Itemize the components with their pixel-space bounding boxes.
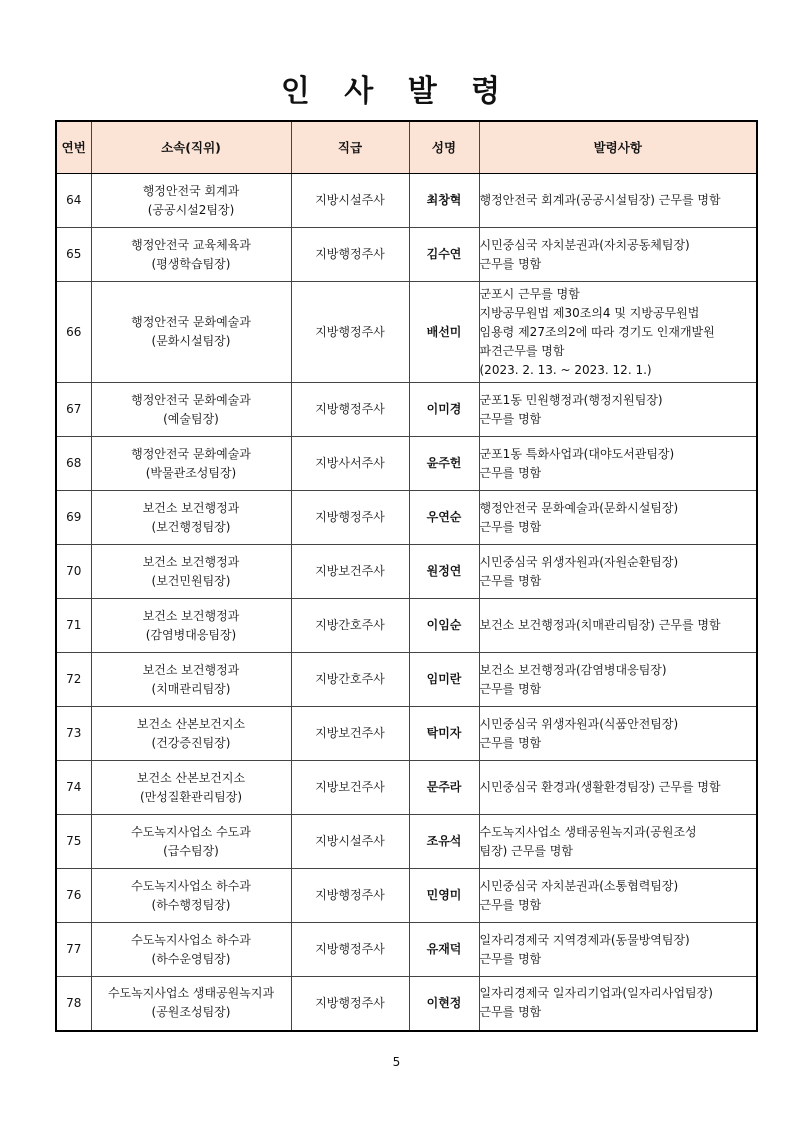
row-number: 78 <box>56 977 91 1031</box>
row-name: 배선미 <box>409 282 479 383</box>
table-row <box>56 977 757 1031</box>
row-grade: 지방사서주사 <box>291 437 409 491</box>
row-name: 최창혁 <box>409 174 479 228</box>
row-department: 수도녹지사업소 하수과 (하수행정팀장) <box>91 869 291 923</box>
row-grade: 지방보건주사 <box>291 545 409 599</box>
row-department: 보건소 보건행정과 (감염병대응팀장) <box>91 599 291 653</box>
table-row <box>56 545 757 599</box>
row-grade: 지방시설주사 <box>291 815 409 869</box>
row-order: 수도녹지사업소 생태공원녹지과(공원조성 팀장) 근무를 명함 <box>479 815 757 869</box>
row-department: 보건소 보건행정과 (보건민원팀장) <box>91 545 291 599</box>
table-row <box>56 653 757 707</box>
row-order: 행정안전국 문화예술과(문화시설팀장) 근무를 명함 <box>479 491 757 545</box>
page-number: 5 <box>392 1055 401 1069</box>
row-grade: 지방보건주사 <box>291 707 409 761</box>
row-grade: 지방보건주사 <box>291 761 409 815</box>
row-order: 군포1동 특화사업과(대야도서관팀장) 근무를 명함 <box>479 437 757 491</box>
row-number: 74 <box>56 761 91 815</box>
row-number: 65 <box>56 228 91 282</box>
row-number: 75 <box>56 815 91 869</box>
row-name: 우연순 <box>409 491 479 545</box>
row-order: 군포1동 민원행정과(행정지원팀장) 근무를 명함 <box>479 383 757 437</box>
row-number: 77 <box>56 923 91 977</box>
header-order: 발령사항 <box>479 121 757 174</box>
table-row <box>56 707 757 761</box>
row-grade: 지방시설주사 <box>291 174 409 228</box>
row-number: 67 <box>56 383 91 437</box>
personnel-table <box>55 120 758 1032</box>
header-dept: 소속(직위) <box>91 121 291 174</box>
row-order: 행정안전국 회계과(공공시설팀장) 근무를 명함 <box>479 174 757 228</box>
row-order: 시민중심국 자치분권과(소통협력팀장) 근무를 명함 <box>479 869 757 923</box>
row-order: 일자리경제국 지역경제과(동물방역팀장) 근무를 명함 <box>479 923 757 977</box>
row-number: 66 <box>56 282 91 383</box>
table-row <box>56 761 757 815</box>
row-department: 수도녹지사업소 하수과 (하수운영팀장) <box>91 923 291 977</box>
row-department: 행정안전국 문화예술과 (문화시설팀장) <box>91 282 291 383</box>
row-grade: 지방행정주사 <box>291 923 409 977</box>
row-grade: 지방간호주사 <box>291 599 409 653</box>
row-number: 72 <box>56 653 91 707</box>
row-name: 문주라 <box>409 761 479 815</box>
row-department: 보건소 보건행정과 (치매관리팀장) <box>91 653 291 707</box>
row-department: 행정안전국 교육체육과 (평생학습팀장) <box>91 228 291 282</box>
row-name: 이미경 <box>409 383 479 437</box>
row-name: 이임순 <box>409 599 479 653</box>
table-row <box>56 437 757 491</box>
table-header-row <box>56 121 757 174</box>
row-name: 김수연 <box>409 228 479 282</box>
row-name: 탁미자 <box>409 707 479 761</box>
row-order: 군포시 근무를 명함 지방공무원법 제30조의4 및 지방공무원법 임용령 제27조의2에 따라 경기도 인재개발원 파견근무를 명함 (2023. 2. 13. ~ 2023. 12. 1.) <box>479 282 757 383</box>
table-row <box>56 869 757 923</box>
row-order: 보건소 보건행정과(치매관리팀장) 근무를 명함 <box>479 599 757 653</box>
row-grade: 지방간호주사 <box>291 653 409 707</box>
table-body <box>56 174 757 1031</box>
row-department: 보건소 산본보건지소 (만성질환관리팀장) <box>91 761 291 815</box>
row-number: 71 <box>56 599 91 653</box>
row-number: 68 <box>56 437 91 491</box>
document-title: 인 사 발 령 <box>280 74 513 109</box>
row-order: 시민중심국 위생자원과(식품안전팀장) 근무를 명함 <box>479 707 757 761</box>
header-name: 성명 <box>409 121 479 174</box>
row-order: 보건소 보건행정과(감염병대응팀장) 근무를 명함 <box>479 653 757 707</box>
row-number: 64 <box>56 174 91 228</box>
table-row <box>56 815 757 869</box>
row-name: 윤주헌 <box>409 437 479 491</box>
row-number: 76 <box>56 869 91 923</box>
row-department: 행정안전국 회계과 (공공시설2팀장) <box>91 174 291 228</box>
row-order: 시민중심국 환경과(생활환경팀장) 근무를 명함 <box>479 761 757 815</box>
row-grade: 지방행정주사 <box>291 228 409 282</box>
row-grade: 지방행정주사 <box>291 383 409 437</box>
row-department: 보건소 산본보건지소 (건강증진팀장) <box>91 707 291 761</box>
row-name: 임미란 <box>409 653 479 707</box>
row-department: 행정안전국 문화예술과 (예술팀장) <box>91 383 291 437</box>
row-name: 민영미 <box>409 869 479 923</box>
table-row <box>56 491 757 545</box>
table-row <box>56 282 757 383</box>
table-row <box>56 599 757 653</box>
row-grade: 지방행정주사 <box>291 491 409 545</box>
table-row <box>56 174 757 228</box>
row-name: 이현정 <box>409 977 479 1031</box>
row-grade: 지방행정주사 <box>291 869 409 923</box>
row-name: 원정연 <box>409 545 479 599</box>
header-grade: 직급 <box>291 121 409 174</box>
row-name: 조유석 <box>409 815 479 869</box>
row-number: 70 <box>56 545 91 599</box>
row-department: 수도녹지사업소 수도과 (급수팀장) <box>91 815 291 869</box>
table-row <box>56 923 757 977</box>
table-row <box>56 383 757 437</box>
row-department: 보건소 보건행정과 (보건행정팀장) <box>91 491 291 545</box>
row-grade: 지방행정주사 <box>291 282 409 383</box>
table-row <box>56 228 757 282</box>
row-order: 시민중심국 위생자원과(자원순환팀장) 근무를 명함 <box>479 545 757 599</box>
row-name: 유재덕 <box>409 923 479 977</box>
row-order: 시민중심국 자치분권과(자치공동체팀장) 근무를 명함 <box>479 228 757 282</box>
row-department: 행정안전국 문화예술과 (박물관조성팀장) <box>91 437 291 491</box>
row-order: 일자리경제국 일자리기업과(일자리사업팀장) 근무를 명함 <box>479 977 757 1031</box>
row-number: 73 <box>56 707 91 761</box>
row-department: 수도녹지사업소 생태공원녹지과 (공원조성팀장) <box>91 977 291 1031</box>
row-grade: 지방행정주사 <box>291 977 409 1031</box>
header-no: 연번 <box>56 121 91 174</box>
row-number: 69 <box>56 491 91 545</box>
